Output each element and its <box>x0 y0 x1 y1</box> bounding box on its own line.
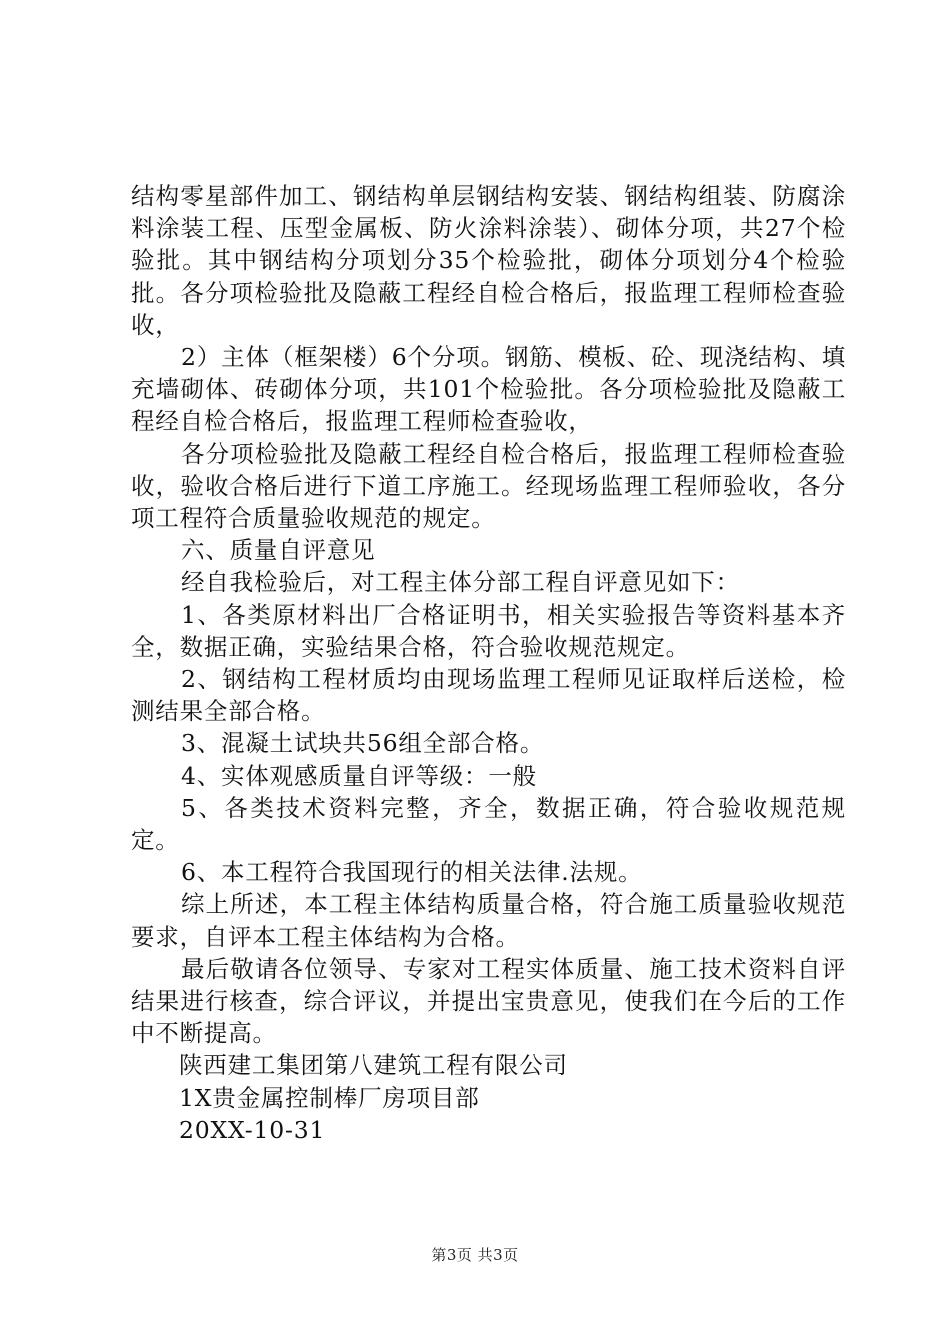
paragraph: 2）主体（框架楼）6个分项。钢筋、模板、砼、现浇结构、填充墙砌体、砖砌体分项，共101个检验批。各分项检验批及隐蔽工程经自检合格后，报监理工程师检查验收， <box>131 343 846 436</box>
list-item: 4、实体观感质量自评等级：一般 <box>181 761 537 790</box>
paragraph: 综上所述，本工程主体结构质量合格，符合施工质量验收规范要求，自评本工程主体结构为合格。 <box>131 890 846 951</box>
list-item: 3、混凝土试块共56组全部合格。 <box>181 729 545 758</box>
paragraph: 各分项检验批及隐蔽工程经自检合格后，报监理工程师检查验收，验收合格后进行下道工序施工。经现场监理工程师验收，各分项工程符合质量验收规范的规定。 <box>131 439 846 533</box>
list-item: 1、各类原材料出厂合格证明书，相关实验报告等资料基本齐全，数据正确，实验结果合格，符合验收规范规定。 <box>131 600 846 661</box>
paragraph: 最后敬请各位领导、专家对工程实体质量、施工技术资料自评结果进行核查，综合评议，并提出宝贵意见，使我们在今后的工作中不断提高。 <box>131 954 846 1048</box>
paragraph: 结构零星部件加工、钢结构单层钢结构安装、钢结构组装、防腐涂料涂装工程、压型金属板、防火涂料涂装）、砌体分项，共27个检验批。其中钢结构分项划分35个检验批，砌体分项划分4个检验批。各分项检验批及隐蔽工程经自检合格后，报监理工程师检查验收， <box>131 182 846 339</box>
section-heading: 六、质量自评意见 <box>181 536 376 565</box>
page-footer: 第3页 共3页 <box>431 1246 519 1264</box>
list-item: 2、钢结构工程材质均由现场监理工程师见证取样后送检，检测结果全部合格。 <box>131 665 846 726</box>
signature-company: 陕西建工集团第八建筑工程有限公司 <box>179 1051 568 1080</box>
signature-date: 20XX-10-31 <box>179 1115 326 1144</box>
document-body <box>131 180 846 1146</box>
signature-project: 1X贵金属控制棒厂房项目部 <box>179 1083 480 1112</box>
list-item: 6、本工程符合我国现行的相关法律.法规。 <box>181 858 643 887</box>
list-item: 5、各类技术资料完整，齐全，数据正确，符合验收规范规定。 <box>131 793 846 855</box>
paragraph: 经自我检验后，对工程主体分部工程自评意见如下： <box>181 568 740 597</box>
